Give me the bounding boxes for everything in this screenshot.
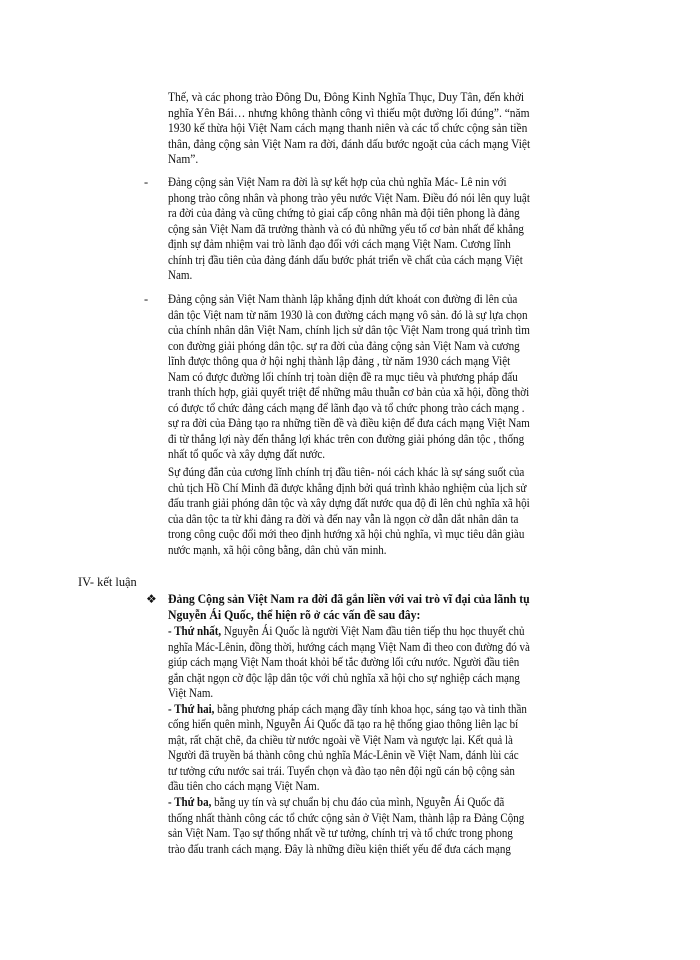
text-line: chủ tịch Hồ Chí Minh đã được khẳng định bởi quá trình khảo nghiệm của lịch sử (168, 480, 527, 495)
text-line: cộng sản Việt Nam đã trưởng thành và có đủ những yếu tố cơ bản nhất để khẳng (168, 221, 524, 236)
text-line: ra đời của đảng và cũng chứng tỏ giai cấp công nhân mà đội tiên phong là đảng (168, 206, 520, 221)
conclusion-body (168, 624, 576, 857)
text-line: đi từ thắng lợi này đến thắng lợi khác trên con đường giải phóng dân tộc , thống (168, 431, 525, 446)
text-line: nước mạnh, xã hội công bằng, dân chủ văn minh. (168, 542, 387, 557)
point-label-third: - Thứ ba, (168, 795, 212, 810)
text-line: Thế, và các phong trào Đông Du, Đông Kinh Nghĩa Thục, Duy Tân, đến khởi (168, 90, 525, 104)
text-line: sự ra đời của Đảng tạo ra những tiền đề và điều kiện để đưa cách mạng Việt Nam (168, 416, 530, 431)
paragraph-summary (168, 465, 573, 558)
text-line: thống nhất thành công các tổ chức cộng sản ở Việt Nam, thành lập ra Đảng Cộng (168, 810, 525, 825)
text-line: Nam có được đường lối chính trị toàn diện đề ra mục tiêu và phương pháp đấu (168, 369, 518, 384)
text-line: giúp cách mạng Việt Nam thoát khỏi bế tắc đường lối cứu nước. Người đầu tiên (168, 655, 520, 670)
text-line: lĩnh được thông qua ở hội nghị thành lập đảng , từ năm 1930 cách mạng Việt (168, 354, 511, 369)
text-line: có được tổ chức đảng cách mạng để lãnh đạo và tổ chức phong trào cách mạng . (168, 400, 525, 415)
text-line: nghĩa Yên Bái… nhưng không thành công vì thiếu một đường lối đúng”. “năm (168, 105, 530, 120)
text-line: tranh thích hợp, giải quyết triệt để những mâu thuẫn cơ bản của xã hội, đồng thời (168, 385, 530, 400)
text-line: định sự đảm nhiệm vai trò lãnh đạo đối với cách mạng Việt Nam. Cương lĩnh (168, 237, 511, 252)
text-line: 1930 kế thừa hội Việt Nam cách mạng thanh niên và các tổ chức cộng sản tiền (168, 121, 528, 136)
text-line: - Thứ hai, bằng phương pháp cách mạng đầy tính khoa học, sáng tạo và tinh thần (168, 701, 527, 716)
diamond-bullet-icon: ❖ (146, 592, 157, 606)
text-line: - Thứ ba, bằng uy tín và sự chuẩn bị chu đáo của mình, Nguyễn Ái Quốc đã (168, 795, 505, 810)
text-line: dân tộc Việt nam từ năm 1930 là con đường cách mạng vô sản. đó là sự lựa chọn (168, 307, 528, 322)
bullet-dash: - (144, 292, 149, 306)
text-line: Đảng cộng sản Việt Nam thành lập khẳng định dứt khoát con đường đi lên của (168, 292, 518, 306)
text-line: con đường giải phóng dân tộc. sự ra đời của đảng cộng sản Việt Nam và cương (168, 338, 520, 353)
text-line: trào đấu tranh cách mạng. Đây là những điều kiện thiết yếu để đưa cách mạng (168, 841, 511, 856)
paragraph-bullet-1 (168, 175, 573, 284)
text-line: thân, đảng cộng sản Việt Nam ra đời, đánh dấu bước ngoặt của cách mạng Việt (168, 136, 531, 151)
section-title: IV- kết luận (78, 575, 137, 589)
text-line: sản Việt Nam. Tạo sự thống nhất về tư tưởng, chính trị và tổ chức trong phong (168, 826, 513, 841)
bullet-dash: - (144, 175, 149, 189)
text-line: của dân tộc ta từ khi đảng ra đời và đến nay vẫn là ngọn cờ dẫn dắt nhân dân ta (168, 511, 519, 526)
text-line: gắn chặt ngọn cờ độc lập dân tộc với chủ nghĩa xã hội cho sự nghiệp cách mạng (168, 670, 520, 685)
text-line: Đảng cộng sản Việt Nam ra đời là sự kết hợp của chủ nghĩa Mác- Lê nin với (168, 175, 507, 189)
text-line: đầu tiên cho cách mạng Việt Nam. (168, 779, 320, 794)
paragraph-bullet-2 (168, 292, 571, 463)
text-line: Nam. (168, 268, 193, 283)
text-line: Nam”. (168, 152, 199, 167)
conclusion-heading (168, 592, 550, 623)
text-line: Sự đúng đắn của cương lĩnh chính trị đầu tiên- nói cách khác là sự sáng suốt của (168, 465, 525, 479)
point-label-first: - Thứ nhất, (168, 624, 222, 638)
text-line: - Thứ nhất, Nguyễn Ái Quốc là người Việt Nam đầu tiên tiếp thu học thuyết chủ (168, 624, 525, 638)
text-line: nhất tổ quốc và xây dựng đất nước. (168, 447, 326, 462)
text-line: phong trào công nhân và phong trào yêu nước Việt Nam. Điều đó nói lên quy luật (168, 190, 530, 205)
text-line: cống hiến quên mình, Nguyễn Ái Quốc đã tạo ra hệ thống giao thông liên lạc bí (168, 717, 519, 732)
text-line: tư tưởng cứu nước sai trái. Tuyển chọn và đào tạo nên đội ngũ cán bộ cộng sản (168, 763, 515, 778)
text-line: chính trị đầu tiên của đảng đánh dấu bước phát triển về chất của cách mạng Việt (168, 252, 523, 267)
text-line: trong công cuộc đổi mới theo định hướng xã hội chủ nghĩa, vì mục tiêu dân giàu (168, 527, 525, 542)
text-line: Nguyễn Ái Quốc, thể hiện rõ ở các vấn đề sau đây: (168, 607, 421, 622)
text-line: của chính nhân dân Việt Nam, chính lịch sử dân tộc Việt Nam trong quá trình tìm (168, 323, 530, 338)
text-line: mật, rất chặt chẽ, đa chiều từ nước ngoài về Việt Nam và ngược lại. Kết quả là (168, 732, 513, 747)
text-line: Đảng Cộng sản Việt Nam ra đời đã gắn liền với vai trò vĩ đại của lãnh tụ (168, 592, 530, 606)
paragraph-intro (168, 90, 559, 168)
text-line: Việt Nam. (168, 686, 214, 701)
text-line: Người đã truyền bá thành công chủ nghĩa Mác-Lênin về Việt Nam, đánh lùi các (168, 748, 519, 763)
text-line: đấu tranh giải phóng dân tộc và xây dựng đất nước qua độ đi lên chủ nghĩa xã hội (168, 496, 530, 511)
point-label-second: - Thứ hai, (168, 701, 215, 716)
text-line: nghĩa Mác-Lênin, đồng thời, hướng cách mạng Việt Nam đi theo con đường đó và (168, 639, 530, 654)
